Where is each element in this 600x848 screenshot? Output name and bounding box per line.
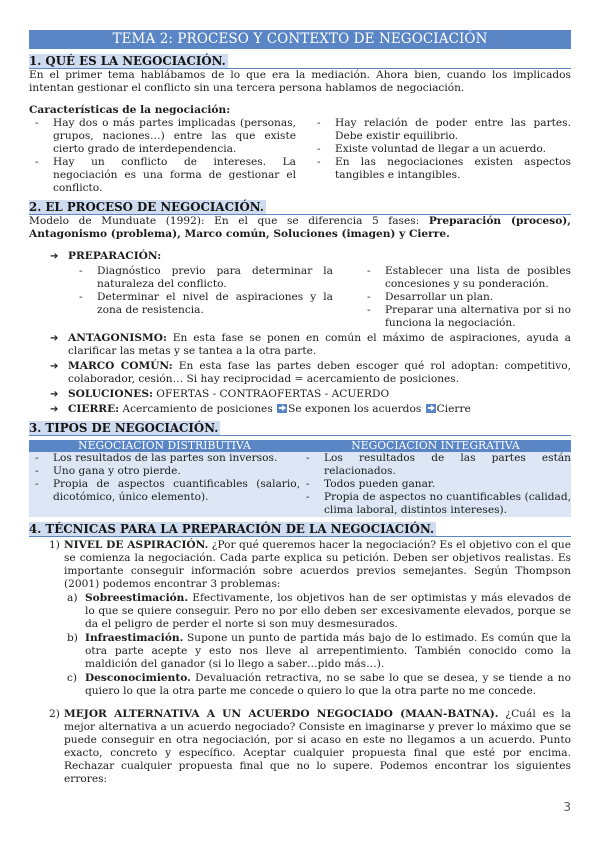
negotiation-types-table (29, 440, 571, 517)
arrow-right-icon: ➔ (50, 404, 59, 415)
list-item: - Hay dos o más partes implicadas (personas, grupos, naciones…) entre las que existe cierto grado de interdependencia. (29, 117, 296, 156)
phase-text: Se exponen los acuerdos (288, 403, 425, 415)
list-item: - Los resultados de las partes son inversos. (29, 452, 300, 465)
item-letter: b) (67, 632, 78, 644)
technique-label: NIVEL DE ASPIRACIÓN. (64, 539, 209, 551)
phases-list (50, 250, 571, 416)
section-3-heading: 3. TIPOS DE NEGOCIACIÓN. (29, 421, 219, 435)
phase-cierre (50, 403, 571, 416)
section-4-heading: 4. TÉCNICAS PARA LA PREPARACIÓN DE LA NEGOCIACIÓN. (29, 522, 435, 536)
section-3-rule (29, 421, 571, 436)
characteristics-left-list (29, 117, 296, 195)
problem-desconocimiento (67, 672, 571, 698)
list-item: - Hay relación de poder entre las partes. Debe existir equilibrio. (311, 117, 571, 143)
problem-infraestimacion (67, 632, 571, 671)
page-number: 3 (563, 800, 571, 814)
technique-text: ¿Cuál es la mejor alternativa a un acuerdo negociado? Consiste en imaginarse y prever lo máximo que se puede conseguir en otra negociación, por si acaso en este no llegamos a un acuerdo. Punto exacto, concreto y específico. Aceptar cualquier propuesta final que esté por encima. Rechazar cualquier propuesta final que no lo supere. Podemos encontrar los siguientes errores: (64, 708, 571, 785)
arrow-right-icon: ➔ (50, 333, 59, 344)
section-1-rule (29, 54, 571, 69)
phase-label: PREPARACIÓN: (68, 250, 162, 262)
item-number: 1) (49, 539, 60, 551)
arrow-right-icon: ➔ (50, 251, 59, 262)
list-item: - Preparar una alternativa por si no funciona la negociación. (361, 304, 571, 330)
technique-label: MEJOR ALTERNATIVA A UN ACUERDO NEGOCIADO (MAAN-BATNA). (64, 708, 499, 720)
phase-text: Cierre (436, 403, 471, 415)
list-item: - Todos pueden ganar. (300, 478, 571, 491)
technique-maan-batna (49, 708, 571, 786)
list-item: - Uno gana y otro pierde. (29, 465, 300, 478)
problem-text: Supone un punto de partida más bajo de lo estimado. Es común que la otra parte acepte y esto nos lleve al arrepentimiento. También conocido como la maldición del ganador (si lo llego a saber…pido más…). (85, 632, 571, 670)
munduate-model-text: Modelo de Munduate (1992): En el que se diferencia 5 fases: (29, 215, 429, 227)
phase-label: MARCO COMÚN: (68, 360, 173, 372)
phase-text: En esta fase las partes deben escoger qué rol adoptan: competitivo, colaborador, cesión… Si hay reciprocidad = acercamiento de posiciones. (68, 360, 571, 385)
list-item: - Propia de aspectos no cuantificables (calidad, clima laboral, distintos intereses). (300, 491, 571, 517)
list-item: - En las negociaciones existen aspectos tangibles e intangibles. (311, 156, 571, 182)
list-item: - Existe voluntad de llegar a un acuerdo. (311, 143, 571, 156)
distributive-header: NEGOCIACIÓN DISTRIBUTIVA (29, 440, 300, 452)
phase-text: En esta fase se ponen en común el máximo de aspiraciones, ayuda a clarificar las metas y se tantea a la otra parte. (68, 332, 571, 357)
phase-text: Acercamiento de posiciones (119, 403, 277, 415)
phases-list-text: Preparación (proceso), Antagonismo (problema), Marco común, Soluciones (imagen) y Cierre. (29, 215, 571, 240)
phase-marco-comun (50, 360, 571, 386)
section-4-rule (29, 522, 571, 537)
problem-label: Sobreestimación. (85, 592, 189, 604)
phase-soluciones (50, 388, 571, 401)
list-item: - Los resultados de las partes están relacionados. (300, 452, 571, 478)
problem-text: Efectivamente, los objetivos han de ser optimistas y más elevados de lo que se quiere conseguir. Pero no por ello deben ser excesivamente elevados, porque se da el peligro de perder el norte si son muy desmesurados. (85, 592, 571, 630)
list-item: - Diagnóstico previo para determinar la naturaleza del conflicto. (73, 265, 333, 291)
item-letter: c) (67, 672, 78, 684)
preparacion-right-list (361, 265, 571, 330)
item-number: 2) (49, 708, 60, 720)
distributive-cell (29, 452, 300, 517)
item-letter: a) (67, 592, 78, 604)
preparacion-left-list (73, 265, 333, 330)
document-title: TEMA 2: PROCESO Y CONTEXTO DE NEGOCIACIÓN (29, 30, 571, 49)
phase-text: OFERTAS - CONTRAOFERTAS - ACUERDO (152, 388, 390, 400)
section-1-heading: 1. QUÉ ES LA NEGOCIACIÓN. (29, 54, 226, 68)
list-item: - Determinar el nivel de aspiraciones y la zona de resistencia. (73, 291, 333, 317)
problem-label: Infraestimación. (85, 632, 184, 644)
section-1-intro: En el primer tema hablábamos de lo que era la mediación. Ahora bien, cuando los implicados intentan gestionar el conflicto sin una tercera persona hablamos de negociación. (29, 69, 571, 94)
problem-text: Devaluación retractiva, no se sabe lo que se desea, y se tiende a no quiero lo que la otra parte me concede o quiero lo que la otra parte no me concede. (85, 672, 571, 697)
integrative-cell (300, 452, 571, 517)
phase-label: CIERRE: (68, 403, 120, 415)
problem-label: Desconocimiento. (85, 672, 191, 684)
document-page (29, 30, 571, 786)
arrow-right-icon: ➔ (50, 361, 59, 372)
preparacion-columns (73, 265, 571, 330)
section-2-heading: 2. EL PROCESO DE NEGOCIACIÓN. (29, 200, 264, 214)
characteristics-subheading: Características de la negociación: (29, 104, 231, 116)
integrative-header: NEGOCIACIÓN INTEGRATIVA (300, 440, 571, 452)
phase-label: ANTAGONISMO: (68, 332, 167, 344)
arrow-box-icon (426, 404, 436, 413)
technique-text: ¿Por qué queremos hacer la negociación? Es el objetivo con el que se comienza la negociación. Cada parte explica su petición. Deben ser objetivos realistas. Es importante conseguir información sobre acuerdos previos semejantes. Según Thompson (2001) podemos encontrar 3 problemas: (64, 539, 571, 590)
list-item: - Establecer una lista de posibles concesiones y su ponderación. (361, 265, 571, 291)
phase-label: SOLUCIONES: (68, 388, 153, 400)
list-item: - Propia de aspectos cuantificables (salario, dicotómico, único elemento). (29, 478, 300, 504)
problems-list (67, 592, 571, 698)
technique-nivel-aspiracion (49, 539, 571, 591)
list-item: - Hay un conflicto de intereses. La negociación es una forma de gestionar el conflicto. (29, 156, 296, 195)
integrative-list (300, 452, 571, 517)
techniques-list (49, 539, 571, 786)
characteristics-columns (29, 117, 571, 195)
distributive-list (29, 452, 300, 504)
problem-sobreestimacion (67, 592, 571, 631)
section-2-intro (29, 215, 571, 241)
section-2-rule (29, 200, 571, 215)
phase-preparacion (50, 250, 571, 263)
phase-antagonismo (50, 332, 571, 358)
arrow-right-icon: ➔ (50, 389, 59, 400)
arrow-box-icon (277, 404, 287, 413)
characteristics-right-list (311, 117, 571, 195)
list-item: - Desarrollar un plan. (361, 291, 571, 304)
